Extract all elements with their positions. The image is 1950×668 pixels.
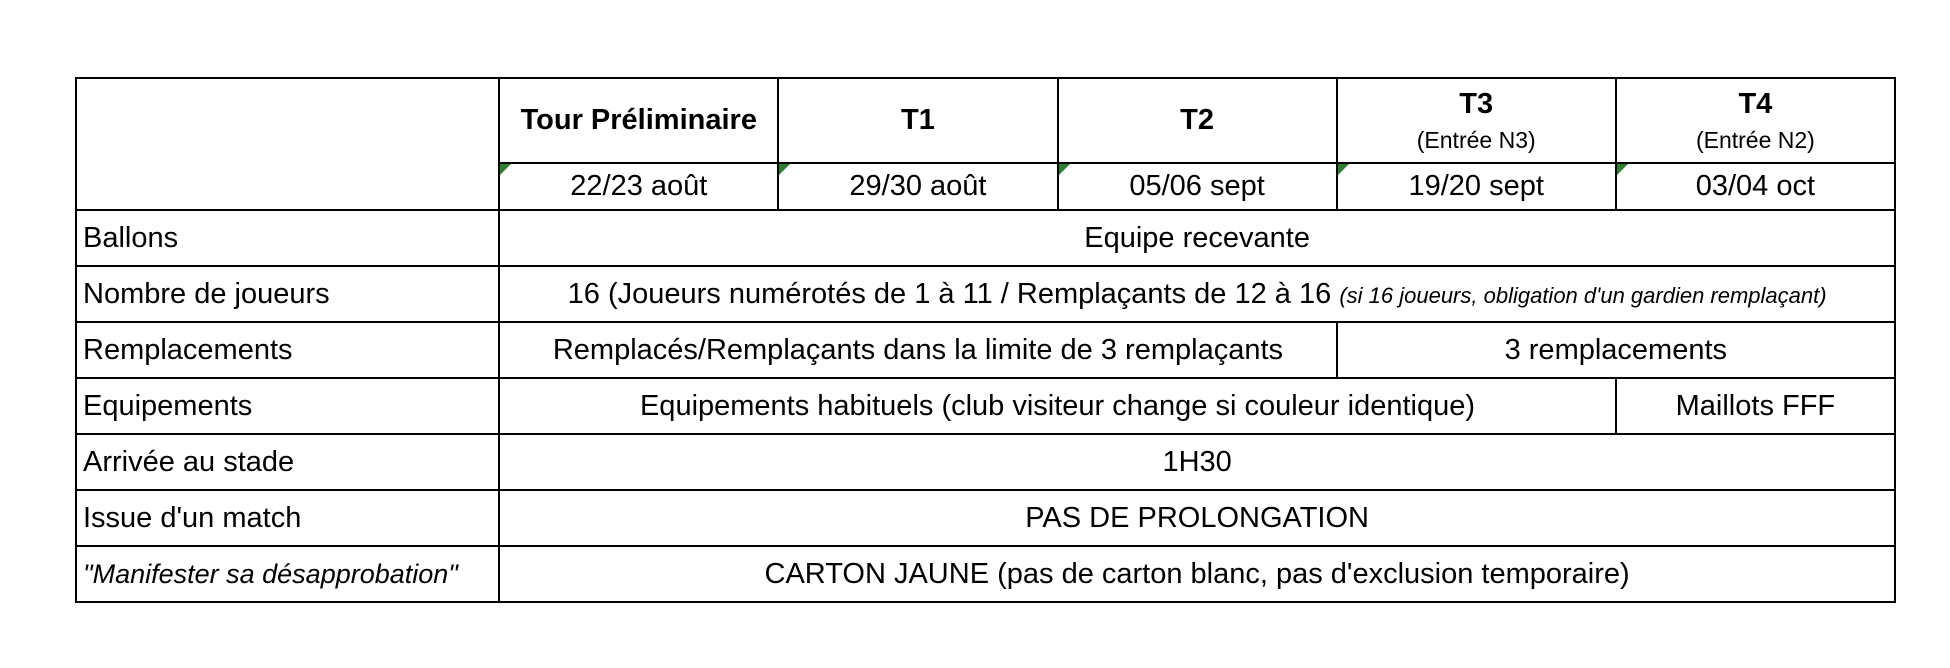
round-title: T1 <box>901 104 935 136</box>
comment-marker-icon <box>779 164 790 175</box>
row-label-equipements: Equipements <box>76 378 499 434</box>
comment-marker-icon <box>1338 164 1349 175</box>
players-text: 16 (Joueurs numérotés de 1 à 11 / Remplaçants de 12 à 16 <box>567 277 1340 310</box>
table-row <box>76 546 1895 602</box>
row-label-nombre-joueurs: Nombre de joueurs <box>76 266 499 322</box>
table-row <box>76 378 1895 434</box>
row-label-issue: Issue d'un match <box>76 490 499 546</box>
round-header-preliminaire <box>499 78 778 163</box>
round-date-preliminaire <box>499 163 778 210</box>
round-date: 22/23 août <box>570 170 708 202</box>
round-date: 05/06 sept <box>1129 170 1265 202</box>
round-date-t4 <box>1616 163 1895 210</box>
row-label-ballons: Ballons <box>76 210 499 266</box>
row-value-equipements-main: Equipements habituels (club visiteur change si couleur identique) <box>499 378 1616 434</box>
table-row <box>76 266 1895 322</box>
comment-marker-icon <box>1617 164 1628 175</box>
row-label-arrivee: Arrivée au stade <box>76 434 499 490</box>
round-title: T2 <box>1180 104 1214 136</box>
round-title: T3 <box>1459 87 1494 120</box>
round-header-t2 <box>1058 78 1337 163</box>
header-corner-cell <box>76 78 499 210</box>
round-header-t3 <box>1337 78 1616 163</box>
row-value-issue: PAS DE PROLONGATION <box>499 490 1895 546</box>
round-date: 03/04 oct <box>1695 170 1816 202</box>
row-value-desapprobation: CARTON JAUNE (pas de carton blanc, pas d'exclusion temporaire) <box>499 546 1895 602</box>
round-title: Tour Préliminaire <box>520 104 757 136</box>
comment-marker-icon <box>500 164 511 175</box>
round-header-t4 <box>1616 78 1895 163</box>
round-header-row <box>76 78 1895 163</box>
round-subtitle: (Entrée N3) <box>1416 126 1536 153</box>
table-row <box>76 490 1895 546</box>
table-row <box>76 434 1895 490</box>
round-date-t1 <box>778 163 1057 210</box>
comment-marker-icon <box>1059 164 1070 175</box>
row-value-remplacements-late: 3 remplacements <box>1337 322 1895 378</box>
row-value-ballons: Equipe recevante <box>499 210 1895 266</box>
rules-table <box>75 77 1896 603</box>
players-note: (si 16 joueurs, obligation d'un gardien remplaçant) <box>1339 282 1827 308</box>
row-label-desapprobation: "Manifester sa désapprobation" <box>76 546 499 602</box>
row-value-arrivee: 1H30 <box>499 434 1895 490</box>
round-date: 19/20 sept <box>1408 170 1544 202</box>
round-header-t1 <box>778 78 1057 163</box>
row-label-remplacements: Remplacements <box>76 322 499 378</box>
round-subtitle: (Entrée N2) <box>1695 126 1815 153</box>
round-date: 29/30 août <box>849 170 987 202</box>
table-row <box>76 210 1895 266</box>
row-value-remplacements-early: Remplacés/Remplaçants dans la limite de 3 remplaçants <box>499 322 1336 378</box>
round-date-t3 <box>1337 163 1616 210</box>
round-date-t2 <box>1058 163 1337 210</box>
table-row <box>76 322 1895 378</box>
row-value-equipements-last: Maillots FFF <box>1616 378 1895 434</box>
round-title: T4 <box>1738 87 1773 120</box>
row-value-nombre-joueurs <box>499 266 1895 322</box>
